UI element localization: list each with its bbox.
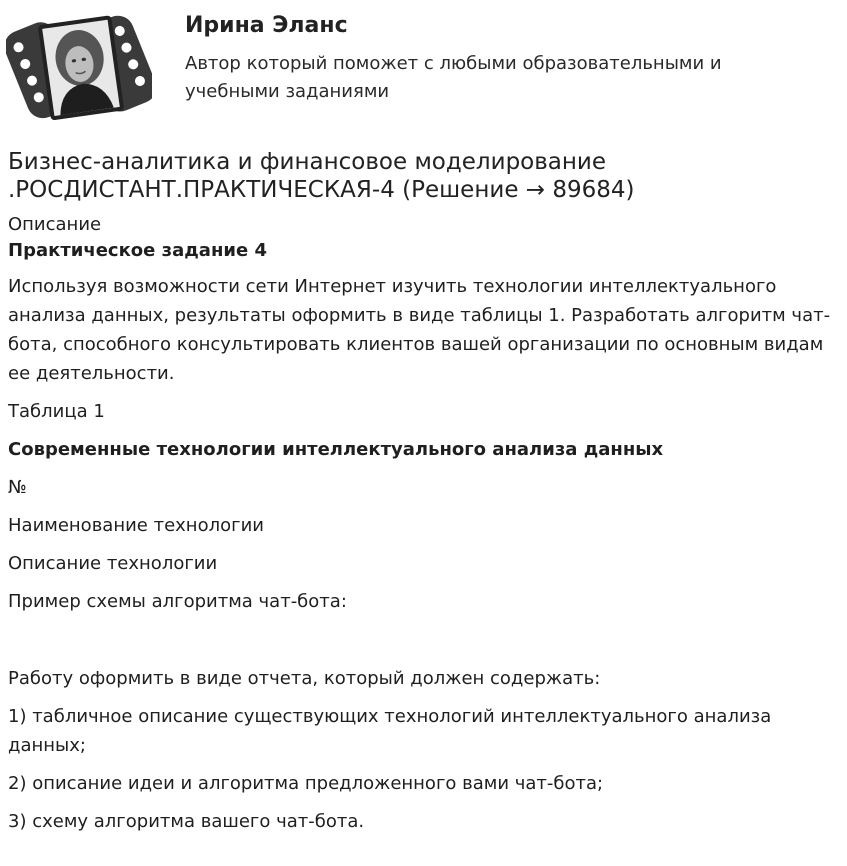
report-intro: Работу оформить в виде отчета, который должен содержать:: [8, 668, 601, 689]
table-column-name: Наименование технологии: [8, 515, 264, 536]
scheme-label: Пример схемы алгоритма чат-бота:: [8, 591, 347, 612]
task-title: Практическое задание 4: [8, 240, 267, 261]
author-header: [0, 0, 847, 130]
author-description: Автор который поможет с любыми образовательными и учебными заданиями: [185, 53, 722, 102]
list-item: 3) схему алгоритма вашего чат-бота.: [8, 811, 365, 832]
table-title: Современные технологии интеллектуального анализа данных: [8, 439, 664, 460]
task-intro: Используя возможности сети Интернет изучить технологии интеллектуального анализа данных, результаты оформить в виде таблицы 1. Разработать алгоритм чат-бота, способного консультировать клиентов вашей организации по основным видам ее деятельности.: [8, 276, 831, 384]
author-name[interactable]: Ирина Эланс: [185, 13, 348, 38]
filmstrip-portrait-icon: [6, 6, 152, 128]
avatar[interactable]: [6, 6, 152, 128]
table-caption: Таблица 1: [8, 401, 105, 422]
table-column-description: Описание технологии: [8, 553, 218, 574]
description-label: Описание: [8, 214, 102, 235]
list-item: 2) описание идеи и алгоритма предложенного вами чат-бота;: [8, 773, 604, 794]
document-content: [8, 148, 838, 836]
table-column-number: №: [8, 477, 27, 498]
list-item: 1) табличное описание существующих технологий интеллектуального анализа данных;: [8, 706, 772, 756]
page-title: Бизнес-аналитика и финансовое моделирование .РОСДИСТАНТ.ПРАКТИЧЕСКАЯ-4 (Решение → 89684): [8, 149, 635, 203]
